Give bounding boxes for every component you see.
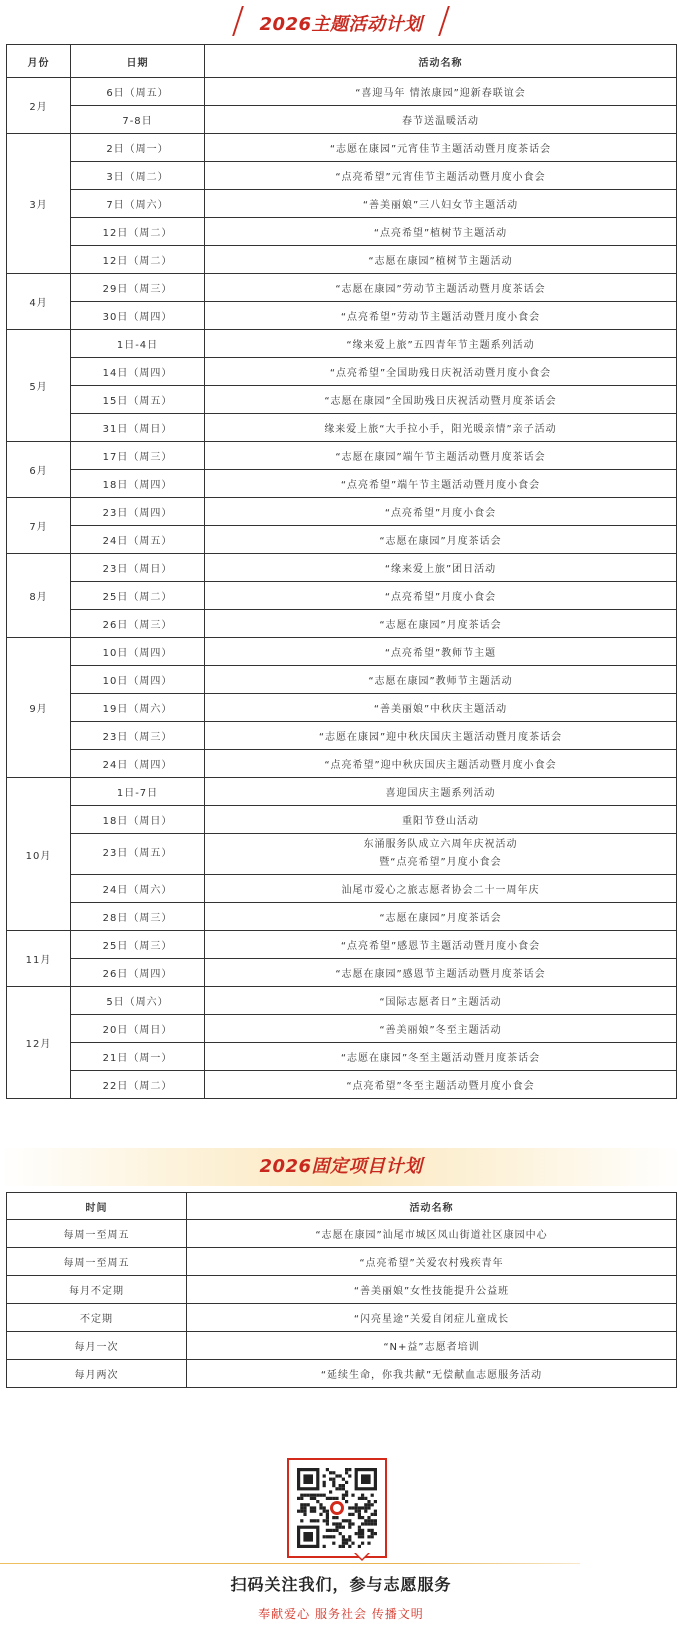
- table-row: [7, 162, 677, 190]
- table-row: [7, 610, 677, 638]
- table-row: [7, 302, 677, 330]
- activity-cell: “延续生命，你我共献”无偿献血志愿服务活动: [187, 1360, 677, 1388]
- slogan-text: 奉献爱心 服务社会 传播文明: [258, 1607, 424, 1621]
- activity-cell: 汕尾市爱心之旅志愿者协会二十一周年庆: [205, 875, 677, 903]
- date-cell: 7-8日: [71, 106, 205, 134]
- date-cell: 3日（周二）: [71, 162, 205, 190]
- date-cell: 22日（周二）: [71, 1071, 205, 1099]
- table-row: [7, 246, 677, 274]
- table-row: [7, 931, 677, 959]
- table-row: [7, 666, 677, 694]
- date-cell: 26日（周四）: [71, 959, 205, 987]
- activity-cell: “点亮希望”端午节主题活动暨月度小食会: [205, 470, 677, 498]
- activity-cell: “志愿在康园”劳动节主题活动暨月度茶话会: [205, 274, 677, 302]
- title-slash-right-icon: [438, 6, 450, 36]
- activity-cell: 春节送温暖活动: [205, 106, 677, 134]
- date-cell: 20日（周日）: [71, 1015, 205, 1043]
- date-cell: 23日（周四）: [71, 498, 205, 526]
- activity-cell: “志愿在康园”迎中秋庆国庆主题活动暨月度茶话会: [205, 722, 677, 750]
- plan-title: [259, 10, 422, 36]
- table-row: [7, 274, 677, 302]
- activity-cell: “点亮希望”月度小食会: [205, 498, 677, 526]
- qr-pointer-inner: [356, 1553, 368, 1559]
- qr-code-icon: [289, 1460, 385, 1556]
- activity-cell: “点亮希望”关爱农村残疾青年: [187, 1248, 677, 1276]
- date-cell: 29日（周三）: [71, 274, 205, 302]
- header-date: 日期: [71, 45, 205, 78]
- divider-line: [0, 1563, 580, 1564]
- plan-title-text: 2026主题活动计划: [259, 14, 423, 35]
- time-cell: 每月不定期: [7, 1276, 187, 1304]
- follow-text: 扫码关注我们，参与志愿服务: [230, 1575, 452, 1594]
- date-cell: 12日（周二）: [71, 218, 205, 246]
- activity-cell: “缘来爱上旅”五四青年节主题系列活动: [205, 330, 677, 358]
- table-row: [7, 1248, 677, 1276]
- table-row: [7, 722, 677, 750]
- table-row: [7, 1015, 677, 1043]
- date-cell: 14日（周四）: [71, 358, 205, 386]
- activity-cell: “点亮希望”劳动节主题活动暨月度小食会: [205, 302, 677, 330]
- month-cell: 3月: [7, 134, 71, 274]
- date-cell: 5日（周六）: [71, 987, 205, 1015]
- table-row: [7, 750, 677, 778]
- date-cell: 19日（周六）: [71, 694, 205, 722]
- table-row: [7, 1071, 677, 1099]
- table-row: [7, 1220, 677, 1248]
- header-time: 时间: [7, 1193, 187, 1220]
- month-cell: 7月: [7, 498, 71, 554]
- table-row: [7, 1043, 677, 1071]
- table-row: [7, 806, 677, 834]
- activity-cell: “点亮希望”全国助残日庆祝活动暨月度小食会: [205, 358, 677, 386]
- activity-cell: 重阳节登山活动: [205, 806, 677, 834]
- time-cell: 每月两次: [7, 1360, 187, 1388]
- month-cell: 2月: [7, 78, 71, 134]
- month-cell: 11月: [7, 931, 71, 987]
- date-cell: 18日（周日）: [71, 806, 205, 834]
- table-row: [7, 834, 677, 875]
- table-row: [7, 106, 677, 134]
- table-row: [7, 1304, 677, 1332]
- date-cell: 23日（周三）: [71, 722, 205, 750]
- activity-cell: “国际志愿者日”主题活动: [205, 987, 677, 1015]
- qr-code[interactable]: [287, 1458, 387, 1558]
- date-cell: 17日（周三）: [71, 442, 205, 470]
- date-cell: 21日（周一）: [71, 1043, 205, 1071]
- plan-body: [7, 78, 677, 1099]
- title-slash-left-icon: [233, 6, 245, 36]
- plan-table: [6, 44, 677, 1099]
- activity-cell: 缘来爱上旅“大手拉小手，阳光暖亲情”亲子活动: [205, 414, 677, 442]
- fixed-title-bar: [0, 1148, 682, 1186]
- fixed-title: 2026固定项目计划: [259, 1156, 423, 1177]
- month-cell: 6月: [7, 442, 71, 498]
- activity-cell: “缘来爱上旅”团日活动: [205, 554, 677, 582]
- date-cell: 25日（周三）: [71, 931, 205, 959]
- table-row: [7, 638, 677, 666]
- date-cell: 10日（周四）: [71, 666, 205, 694]
- activity-cell: “善美丽娘”女性技能提升公益班: [187, 1276, 677, 1304]
- date-cell: 28日（周三）: [71, 903, 205, 931]
- activity-cell: “点亮希望”感恩节主题活动暨月度小食会: [205, 931, 677, 959]
- date-cell: 24日（周六）: [71, 875, 205, 903]
- table-row: [7, 498, 677, 526]
- table-row: [7, 330, 677, 358]
- plan-title-bar: [0, 10, 682, 36]
- date-cell: 2日（周一）: [71, 134, 205, 162]
- table-row: [7, 526, 677, 554]
- table-row: [7, 778, 677, 806]
- activity-cell: “志愿在康园”汕尾市城区凤山街道社区康园中心: [187, 1220, 677, 1248]
- header-month: 月份: [7, 45, 71, 78]
- activity-cell: “志愿在康园”端午节主题活动暨月度茶话会: [205, 442, 677, 470]
- activity-cell: “闪亮星途”关爱自闭症儿童成长: [187, 1304, 677, 1332]
- activity-line: 暨“点亮希望”月度小食会: [379, 857, 502, 868]
- date-cell: 6日（周五）: [71, 78, 205, 106]
- activity-cell: “点亮希望”迎中秋庆国庆主题活动暨月度小食会: [205, 750, 677, 778]
- date-cell: 30日（周四）: [71, 302, 205, 330]
- activity-cell: “善美丽娘”三八妇女节主题活动: [205, 190, 677, 218]
- table-row: [7, 903, 677, 931]
- table-row: [7, 134, 677, 162]
- activity-cell: “善美丽娘”中秋庆主题活动: [205, 694, 677, 722]
- table-row: [7, 386, 677, 414]
- activity-cell: “善美丽娘”冬至主题活动: [205, 1015, 677, 1043]
- month-cell: 12月: [7, 987, 71, 1099]
- date-cell: 26日（周三）: [71, 610, 205, 638]
- month-cell: 10月: [7, 778, 71, 931]
- activity-cell: “点亮希望”教师节主题: [205, 638, 677, 666]
- activity-cell: “志愿在康园”感恩节主题活动暨月度茶话会: [205, 959, 677, 987]
- time-cell: 每月一次: [7, 1332, 187, 1360]
- activity-cell: “志愿在康园”全国助残日庆祝活动暨月度茶话会: [205, 386, 677, 414]
- table-row: [7, 470, 677, 498]
- table-row: [7, 190, 677, 218]
- fixed-header-row: [7, 1193, 677, 1220]
- activity-cell: “志愿在康园”冬至主题活动暨月度茶话会: [205, 1043, 677, 1071]
- activity-cell: “点亮希望”冬至主题活动暨月度小食会: [205, 1071, 677, 1099]
- date-cell: 23日（周五）: [71, 834, 205, 875]
- activity-cell: “喜迎马年 情浓康园”迎新春联谊会: [205, 78, 677, 106]
- activity-cell: “点亮希望”植树节主题活动: [205, 218, 677, 246]
- table-row: [7, 554, 677, 582]
- date-cell: 12日（周二）: [71, 246, 205, 274]
- time-cell: 每周一至周五: [7, 1248, 187, 1276]
- activity-cell: [205, 834, 677, 875]
- table-row: [7, 875, 677, 903]
- time-cell: 每周一至周五: [7, 1220, 187, 1248]
- table-row: [7, 358, 677, 386]
- date-cell: 10日（周四）: [71, 638, 205, 666]
- table-row: [7, 218, 677, 246]
- date-cell: 15日（周五）: [71, 386, 205, 414]
- date-cell: 25日（周二）: [71, 582, 205, 610]
- table-row: [7, 694, 677, 722]
- date-cell: 1日-4日: [71, 330, 205, 358]
- date-cell: 18日（周四）: [71, 470, 205, 498]
- table-row: [7, 1276, 677, 1304]
- date-cell: 24日（周五）: [71, 526, 205, 554]
- table-row: [7, 582, 677, 610]
- table-row: [7, 959, 677, 987]
- activity-cell: “志愿在康园”元宵佳节主题活动暨月度茶话会: [205, 134, 677, 162]
- activity-cell: “志愿在康园”植树节主题活动: [205, 246, 677, 274]
- table-row: [7, 1332, 677, 1360]
- activity-cell: “N+益”志愿者培训: [187, 1332, 677, 1360]
- activity-cell: “点亮希望”月度小食会: [205, 582, 677, 610]
- table-row: [7, 414, 677, 442]
- date-cell: 7日（周六）: [71, 190, 205, 218]
- activity-cell: “志愿在康园”月度茶话会: [205, 903, 677, 931]
- activity-cell: “志愿在康园”月度茶话会: [205, 610, 677, 638]
- date-cell: 31日（周日）: [71, 414, 205, 442]
- activity-line: 东涌服务队成立六周年庆祝活动: [363, 839, 518, 850]
- activity-cell: 喜迎国庆主题系列活动: [205, 778, 677, 806]
- activity-cell: “点亮希望”元宵佳节主题活动暨月度小食会: [205, 162, 677, 190]
- table-row: [7, 78, 677, 106]
- month-cell: 5月: [7, 330, 71, 442]
- date-cell: 24日（周四）: [71, 750, 205, 778]
- date-cell: 1日-7日: [71, 778, 205, 806]
- header-activity: 活动名称: [205, 45, 677, 78]
- table-row: [7, 442, 677, 470]
- table-row: [7, 1360, 677, 1388]
- plan-header-row: [7, 45, 677, 78]
- header-fixed-activity: 活动名称: [187, 1193, 677, 1220]
- activity-cell: “志愿在康园”教师节主题活动: [205, 666, 677, 694]
- month-cell: 9月: [7, 638, 71, 778]
- month-cell: 8月: [7, 554, 71, 638]
- month-cell: 4月: [7, 274, 71, 330]
- time-cell: 不定期: [7, 1304, 187, 1332]
- activity-cell: “志愿在康园”月度茶话会: [205, 526, 677, 554]
- date-cell: 23日（周日）: [71, 554, 205, 582]
- fixed-table: [6, 1192, 677, 1388]
- fixed-body: [7, 1220, 677, 1388]
- table-row: [7, 987, 677, 1015]
